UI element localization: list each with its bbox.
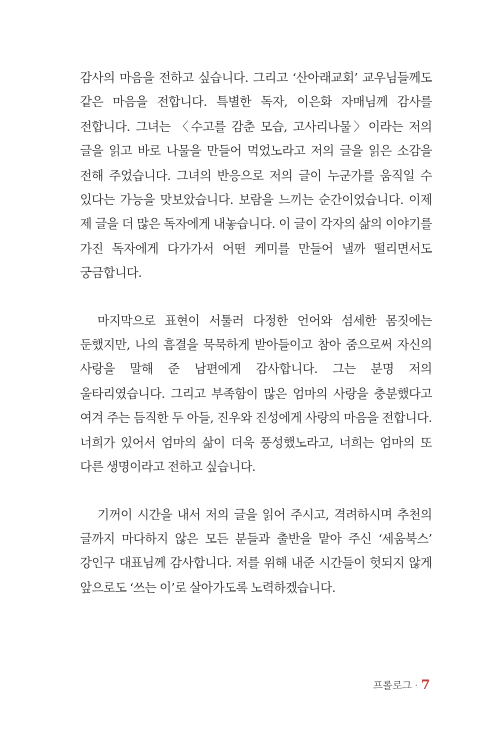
footer-separator: · — [414, 681, 418, 692]
paragraph-3: 기꺼이 시간을 내서 저의 글을 읽어 주시고, 격려하시며 추천의 글까지 마다하지 않은 모든 분들과 출반을 맡아 주신 ‘세움북스’ 강인구 대표님께 감사합니다. 저를 위해 내준 시간들이 헛되지 않게 앞으로도 ‘쓰는 이’로 살아가도록 노력하겠습니다. — [80, 506, 432, 595]
paragraph-2: 마지막으로 표현이 서툴러 다정한 언어와 섬세한 몸짓에는 둔했지만, 나의 흠결을 묵묵하게 받아들이고 참아 줌으로써 자신의 사랑을 말해 준 남편에게 감사합니다. 그는 분명 저의 울타리였습니다. 그리고 부족함이 많은 엄마의 사랑을 충분했다고 여겨 주는 듬직한 두 아들, 진우와 진성에게 사랑의 마음을 전합니다. 너희가 있어서 엄마의 삶이 더욱 풍성했노라고, 너희는 엄마의 또 다른 생명이라고 전하고 싶습니다. — [80, 312, 432, 475]
page-footer — [373, 677, 430, 693]
page-number: 7 — [420, 678, 430, 693]
body-text — [80, 66, 432, 600]
paragraph-1: 감사의 마음을 전하고 싶습니다. 그리고 ‘산아래교회’ 교우님들께도 같은 마음을 전합니다. 특별한 독자, 이은화 자매님께 감사를 전합니다. 그녀는 〈수고를 감춘 모습, 고사리나물〉이라는 저의 글을 읽고 바로 나물을 만들어 먹었노라고 저의 글을 읽은 소감을 전해 주었습니다. 그녀의 반응으로 저의 글이 누군가를 움직일 수 있다는 가능을 맛보았습니다. 보람을 느끼는 순간이었습니다. 이제 제 글을 더 많은 독자에게 내놓습니다. 이 글이 각자의 삶의 이야기를 가진 독자에게 다가가서 어떤 케미를 만들어 낼까 떨리면서도 궁금합니다. — [80, 70, 432, 281]
section-title: 프롤로그 — [373, 681, 412, 692]
